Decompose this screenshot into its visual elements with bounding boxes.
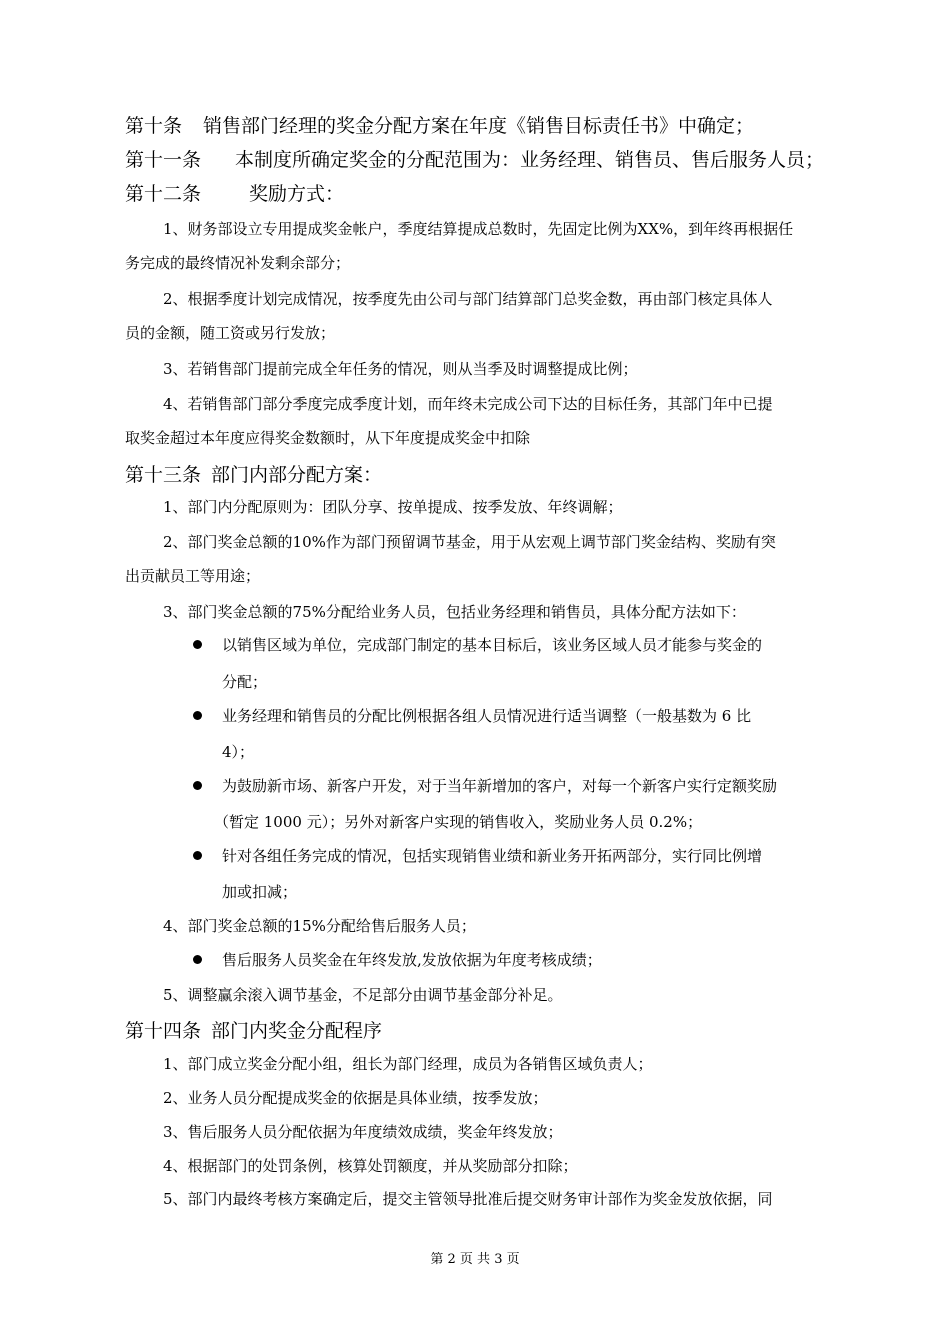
article-text: 部门内部分配方案： [211,464,383,486]
list-item: 2、部门奖金总额的10%作为部门预留调节基金，用于从宏观上调节部门奖金结构、奖励有突 [163,533,776,551]
article-text: 奖励方式： [249,183,345,205]
list-item: 4、若销售部门部分季度完成季度计划，而年终未完成公司下达的目标任务，其部门年中已提 [163,395,773,413]
list-item: 4、根据部门的处罚条例，核算处罚额度，并从奖励部分扣除； [163,1157,578,1175]
list-item: 3、部门奖金总额的75%分配给业务人员，包括业务经理和销售员，具体分配方法如下： [163,603,746,621]
bullet-item-continuation: 分配； [222,673,268,691]
article-text: 本制度所确定奖金的分配范围为：业务经理、销售员、售后服务人员； [235,149,825,171]
article-13 [125,463,382,487]
article-number: 第十二条 [125,183,202,205]
page-footer: 第 2 页 共 3 页 [430,1252,520,1267]
bullet-icon [193,851,202,860]
list-item: 1、财务部设立专用提成奖金帐户，季度结算提成总数时，先固定比例为XX%，到年终再根据任 [163,220,794,238]
bullet-item-continuation: 加或扣减； [222,883,298,901]
article-text: 部门内奖金分配程序 [211,1020,383,1042]
list-item-continuation: 取奖金超过本年度应得奖金数额时，从下年度提成奖金中扣除 [125,429,531,447]
bullet-icon [193,781,202,790]
list-item: 3、若销售部门提前完成全年任务的情况，则从当季及时调整提成比例； [163,360,638,378]
bullet-icon [193,640,202,649]
article-text: 销售部门经理的奖金分配方案在年度《销售目标责任书》中确定； [203,115,755,137]
bullet-item-continuation: （暂定 1000 元）；另外对新客户实现的销售收入，奖励业务人员 0.2%； [214,813,703,831]
list-item: 1、部门内分配原则为：团队分享、按单提成、按季发放、年终调解； [163,498,623,516]
bullet-item-continuation: 4）； [222,743,255,761]
article-number: 第十四条 [125,1020,202,1042]
article-number: 第十一条 [125,149,202,171]
list-item: 5、部门内最终考核方案确定后，提交主管领导批准后提交财务审计部作为奖金发放依据，同 [163,1190,773,1208]
bullet-icon [193,711,202,720]
list-item-continuation: 出贡献员工等用途； [125,567,261,585]
bullet-item: 针对各组任务完成的情况，包括实现销售业绩和新业务开拓两部分，实行同比例增 [222,847,763,865]
bullet-item: 为鼓励新市场、新客户开发，对于当年新增加的客户，对每一个新客户实行定额奖励 [222,777,778,795]
list-item-continuation: 务完成的最终情况补发剩余部分； [125,254,351,272]
article-12 [125,182,344,206]
list-item: 4、部门奖金总额的15%分配给售后服务人员； [163,917,476,935]
list-item: 5、调整赢余滚入调节基金，不足部分由调节基金部分补足。 [163,986,563,1004]
bullet-item: 以销售区域为单位，完成部门制定的基本目标后，该业务区域人员才能参与奖金的 [222,636,763,654]
bullet-icon [193,955,202,964]
list-item-continuation: 员的金额，随工资或另行发放； [125,324,336,342]
article-10 [125,114,754,138]
list-item: 3、售后服务人员分配依据为年度绩效成绩，奖金年终发放； [163,1123,563,1141]
list-item: 1、部门成立奖金分配小组，组长为部门经理，成员为各销售区域负责人； [163,1055,653,1073]
bullet-item: 业务经理和销售员的分配比例根据各组人员情况进行适当调整（一般基数为 6 比 [222,707,752,725]
list-item: 2、业务人员分配提成奖金的依据是具体业绩，按季发放； [163,1089,548,1107]
list-item: 2、根据季度计划完成情况，按季度先由公司与部门结算部门总奖金数，再由部门核定具体人 [163,290,773,308]
bullet-item: 售后服务人员奖金在年终发放,发放依据为年度考核成绩； [222,951,602,969]
article-number: 第十三条 [125,464,202,486]
article-14 [125,1019,382,1043]
article-11 [125,148,824,172]
article-number: 第十条 [125,115,183,137]
